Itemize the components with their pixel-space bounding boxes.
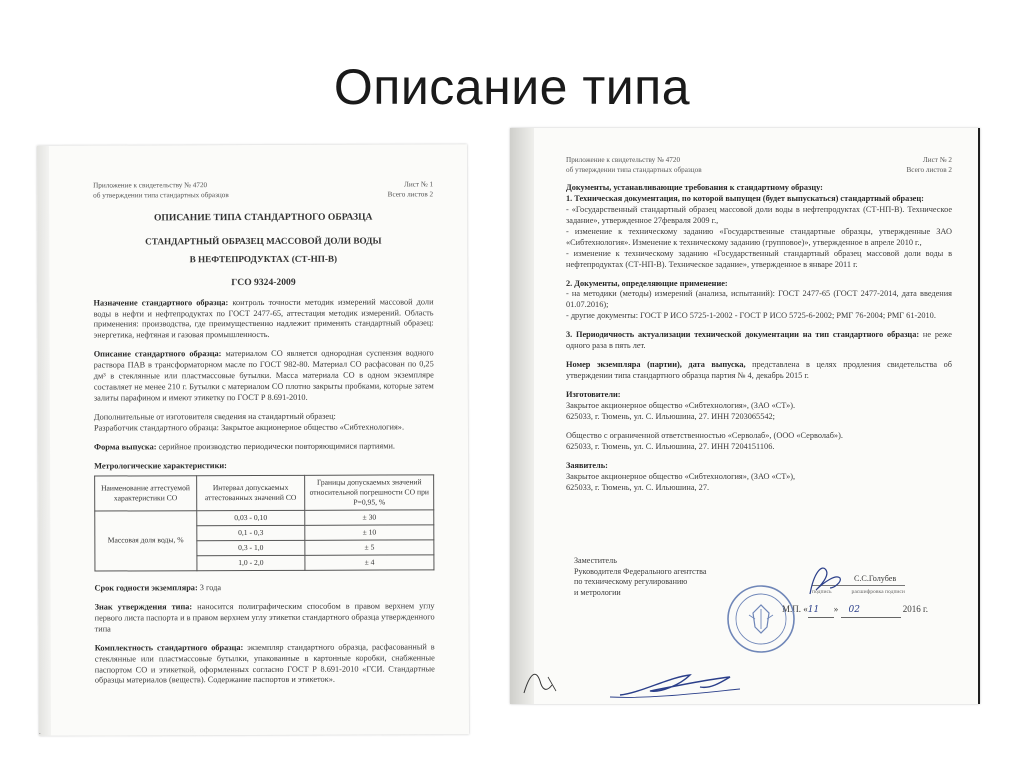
name-caption: расшифровка подписи [851, 588, 905, 595]
table-header-row [95, 475, 434, 511]
table-cell-error: ± 30 [305, 510, 434, 525]
page-header [566, 156, 952, 175]
release-paragraph [94, 441, 434, 453]
purpose-paragraph [94, 297, 434, 342]
document-page-1 [37, 144, 469, 735]
applicant-line: Закрытое акционерное общество «Сибтехнология», (ЗАО «СТ»), [566, 471, 796, 481]
header-left-line: Приложение к свидетельству № 4720 [566, 156, 681, 164]
update-frequency-text: не реже одного раза в пять лет. [566, 330, 952, 351]
gso-number: ГСО 9324-2009 [231, 276, 296, 289]
metrology-table [94, 474, 434, 571]
mp-label: М.П. [782, 604, 802, 614]
application-docs-section [566, 279, 952, 323]
date-month: 02 [848, 605, 860, 615]
extra-info-label: Дополнительные от изготовителя сведения на стандартный образец: [93, 411, 336, 422]
table-cell-characteristic: Массовая доля воды, % [95, 511, 197, 571]
applicant-line: 625033, г. Тюмень, ул. С. Ильюшина, 27. [566, 482, 710, 492]
applicant-section [566, 461, 952, 494]
update-frequency-label: 3. Периодичность актуализации технической документации на тип стандартного образца: [566, 330, 920, 340]
application-docs-label: 2. Документы, определяющие применение: [566, 278, 728, 288]
header-left-line: об утверждении типа стандартных образцов [93, 190, 229, 200]
table-cell-error: ± 5 [305, 540, 434, 555]
list-item: - на методики (методы) измерений (анализа, испытаний): ГОСТ 2477-65 (ГОСТ 2477-2014, дата введения 01.07.2016); [566, 289, 952, 310]
page-binding-edge [510, 128, 534, 704]
extra-info-text: Разработчик стандартного образца: Закрытое акционерное общество «Сибтехнология». [93, 422, 405, 433]
manufacturer-line: Закрытое акционерное общество «Сибтехнология», (ЗАО «СТ»). [566, 400, 796, 410]
table-cell-error: ± 10 [305, 525, 434, 540]
list-item: - изменение к техническому заданию «Государственный стандартный образец массовой доли воды в нефтепродуктах (СТ-НП-В). Техническое задание», утвержденное в январе 2011 г. [566, 248, 952, 269]
completeness-text: экземпляр стандартного образца, расфасованный в стеклянные или пластмассовые бутылки, упакованные в картонные коробки, снабженные паспортом СО и этикеткой, оформленных согласно ГОСТ Р 8.691-2010 «ГСИ. Стандартные образцы материалов (веществ). Содержание паспортов и этикеток». [94, 642, 435, 686]
applicant-label: Заявитель: [566, 460, 608, 470]
table-row [95, 510, 434, 526]
extra-info-paragraph [94, 411, 434, 434]
approval-mark-paragraph [95, 601, 435, 635]
purpose-label: Назначение стандартного образца: [93, 297, 229, 308]
header-right-line: Всего листов 2 [387, 189, 434, 199]
document-subtitle [93, 234, 433, 265]
signatory-name: С.С.Голубев [812, 574, 905, 586]
manufacturer-line: 625033, г. Тюмень, ул. С. Ильюшина, 27. ИНН 7203065542; [566, 411, 775, 421]
date-day: 11 [807, 605, 820, 615]
description-paragraph [94, 349, 434, 405]
document-page-2 [510, 128, 980, 704]
metrology-label-text: Метрологические характеристики: [94, 460, 227, 471]
metrology-label [94, 460, 434, 472]
table-cell-interval: 0,3 - 1,0 [197, 540, 306, 555]
approval-mark-label: Знак утверждения типа: [94, 602, 193, 612]
stamp-date-line: М.П. «11 » 02 2016 г. [782, 604, 928, 618]
approval-mark-text: наносится полиграфическим способом в правом верхнем углу первого листа паспорта и в правом верхнем углу этикетки стандартного образца утвержденного типа [94, 601, 435, 634]
batch-label: Номер экземпляра (партии), дата выпуска, [566, 360, 746, 370]
table-header-cell: Интервал допускаемых аттестованных значений СО [196, 475, 305, 510]
completeness-paragraph [95, 642, 435, 687]
table-cell-interval: 0,1 - 0,3 [196, 525, 305, 540]
signatory-title [574, 556, 706, 599]
signature-mark [800, 560, 850, 600]
table-cell-interval: 1,0 - 2,0 [197, 555, 306, 570]
header-right-line: Всего листов 2 [906, 165, 952, 174]
description-label: Описание стандартного образца: [93, 349, 222, 359]
page-header [93, 180, 433, 200]
signatory-line: и метрологии [574, 588, 621, 598]
release-text: серийное производство периодически повторяющимися партиями. [156, 441, 395, 452]
table-header-cell: Границы допускаемых значений относительной погрешности СО при Р=0,95, % [305, 475, 434, 510]
signature-caption: подпись [812, 588, 832, 595]
slide-title: Описание типа [333, 59, 691, 115]
description-text: материалом СО является однородная суспензия водного раствора ПАВ в трансформаторном масле по ГОСТ 982-80. Материал СО расфасован по 0,25 дм³ в стеклянные или пластмассовые бутылки. Масса материала СО в одном экземпляре составляет не менее 210 г. Бутылки с материалом СО плотно закрыты пробками, которые затем залиты парафином и имеют этикетку по ГОСТ Р 8.691-2010. [93, 348, 434, 403]
header-right-line: Лист № 2 [922, 156, 952, 164]
shelf-life-text: 3 года [197, 583, 222, 593]
date-year: 2016 г. [902, 604, 928, 614]
subtitle-line: СТАНДАРТНЫЙ ОБРАЗЕЦ МАССОВОЙ ДОЛИ ВОДЫ [145, 235, 382, 247]
list-item: - изменение к техническому заданию «Государственные стандартные образцы, утвержденные ЗАО «Сибтехнология». Изменение к техническому заданию (групповое)», утвержденное в апреле 2010 г., [566, 226, 952, 247]
shelf-life-label: Срок годности экземпляра: [94, 583, 198, 593]
header-left-line: Приложение к свидетельству № 4720 [93, 181, 208, 190]
list-item: - «Государственный стандартный образец массовой доли воды в нефтепродуктах (СТ-НП-В). Техническое задание», утвержденное 27февраля 2009 г., [566, 204, 952, 225]
manufacturer-line: 625033, г. Тюмень, ул. С. Ильюшина, 27. ИНН 7204151106. [566, 441, 775, 451]
completeness-label: Комплектность стандартного образца: [94, 642, 244, 653]
page-binding-edge [37, 146, 51, 736]
list-item: - другие документы: ГОСТ Р ИСО 5725-1-2002 - ГОСТ Р ИСО 5725-6-2002; РМГ 76-2004; РМГ 61-2010. [566, 311, 936, 321]
update-frequency-section [566, 330, 952, 352]
header-left-line: об утверждении типа стандартных образцов [566, 165, 702, 174]
requirements-label: Документы, устанавливающие требования к стандартному образцу: [566, 183, 823, 192]
signatory-line: Заместитель [574, 556, 617, 565]
header-right-line: Лист № 1 [403, 180, 434, 189]
table-cell-error: ± 4 [305, 555, 434, 570]
signatory-line: по техническому регулированию [574, 577, 688, 587]
table-cell-interval: 0,03 - 0,10 [196, 510, 305, 525]
table-header-cell: Наименование аттестуемой характеристики СО [95, 475, 197, 510]
purpose-text: контроль точности методик измерений массовой доли воды в нефти и нефтепродуктах по ГОСТ 2477-65, аттестация методик измерений. Область применения: производства, где преимущественно надлежит применять стандартный образец: энергетика, нефтяная и газовая промышленность. [93, 296, 434, 340]
requirements-section [566, 183, 952, 271]
manufacturers-section [566, 390, 952, 453]
tech-docs-label: 1. Техническая документация, по которой выпущен (будет выпускаться) стандартный образец: [566, 193, 924, 203]
official-stamp [725, 583, 797, 655]
handwritten-scribbles [520, 663, 820, 703]
signatory-line: Руководителя Федерального агентства [574, 566, 707, 576]
manufacturers-label: Изготовители: [566, 390, 621, 399]
manufacturer-line: Общество с ограниченной ответственностью «Серволаб», (ООО «Серволаб»). [566, 430, 843, 440]
release-label: Форма выпуска: [94, 442, 157, 452]
manufacturer-line [566, 423, 952, 431]
document-title: ОПИСАНИЕ ТИПА СТАНДАРТНОГО ОБРАЗЦА [153, 211, 373, 224]
batch-section [566, 360, 952, 382]
bottom-mark: . [39, 727, 41, 736]
subtitle-line: В НЕФТЕПРОДУКТАХ (СТ-НП-В) [189, 253, 338, 265]
shelf-life-paragraph [94, 582, 434, 594]
batch-text: представлена в целях продления свидетельства об утверждении типа стандартного образца партия № 4, декабрь 2015 г. [566, 360, 952, 381]
